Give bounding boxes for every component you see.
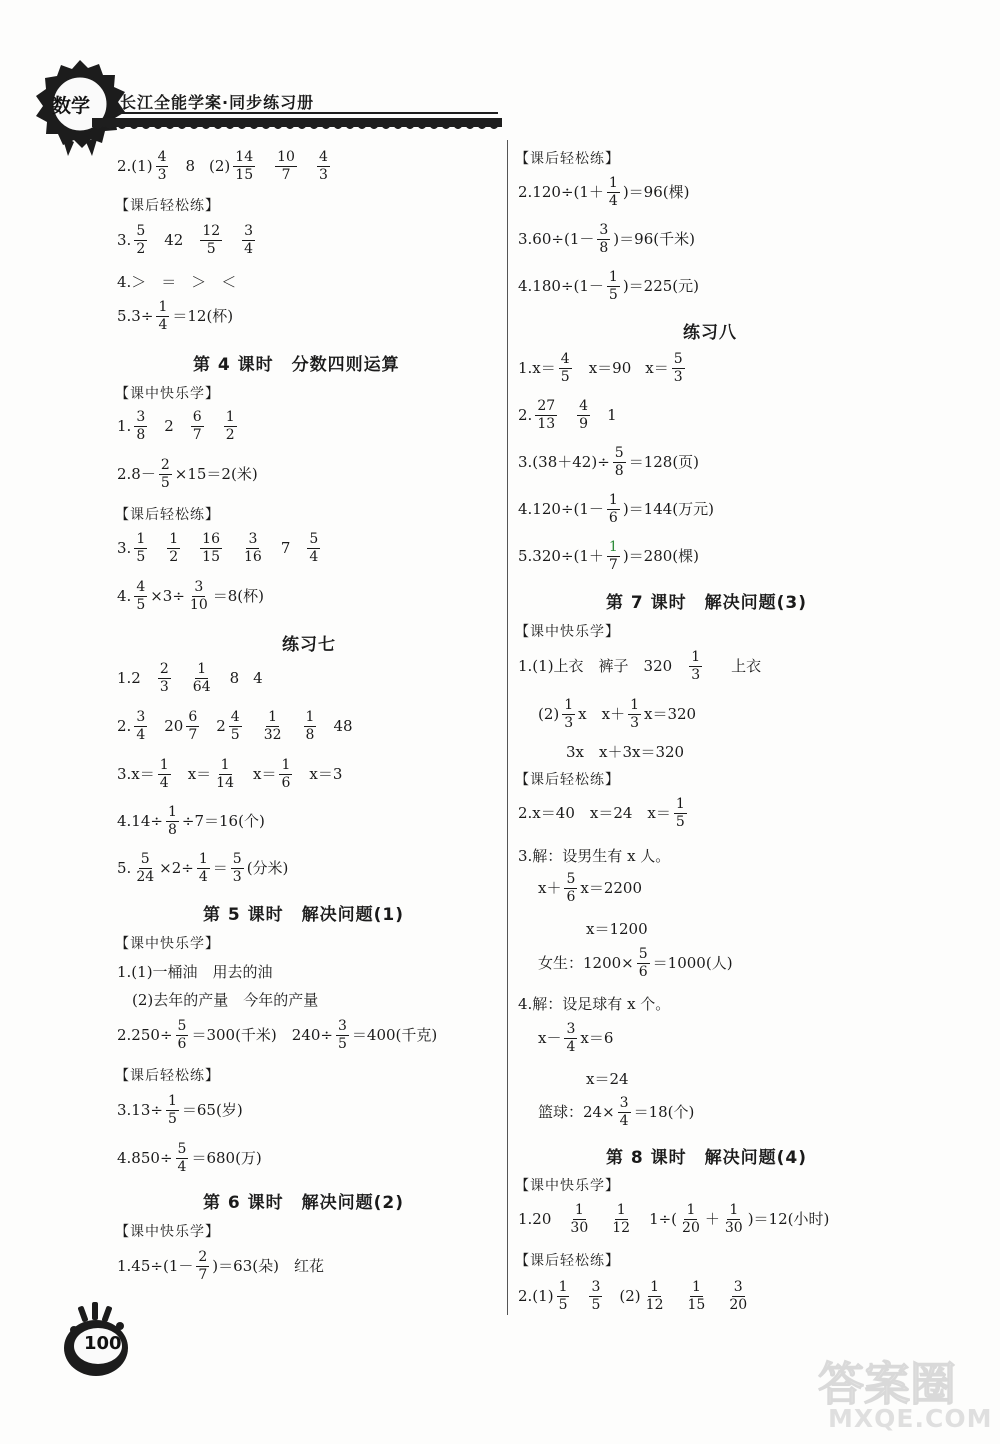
answer-line: 3. $\frac{5}{2}$ 42 $\frac{12}{5}$ $\frac{3}{4}$ — [117, 223, 254, 257]
fraction: $\frac{1}{12}$ — [645, 1279, 664, 1313]
fraction: $\frac{5}{24}$ — [136, 851, 155, 885]
answer-line: 4.180÷(1－ $\frac{1}{5}$ )＝225(元) — [518, 269, 700, 303]
fraction: $\frac{3}{5}$ — [591, 1279, 601, 1313]
fraction: $\frac{1}{2}$ — [225, 409, 235, 443]
fraction: $\frac{5}{6}$ — [638, 946, 648, 980]
fraction: $\frac{3}{4}$ — [136, 709, 146, 743]
fraction: $\frac{1}{2}$ — [169, 531, 179, 565]
answer-line: 5. $\frac{5}{24}$ ×2÷ $\frac{1}{4}$ ＝ $\frac{5}{3}$ (分米) — [117, 851, 289, 885]
answer-line: x－ $\frac{3}{4}$ x＝6 — [538, 1021, 614, 1055]
answer-line: x＝1200 — [586, 920, 648, 938]
fraction: $\frac{1}{5}$ — [558, 1279, 568, 1313]
fraction: $\frac{1}{30}$ — [724, 1202, 743, 1236]
fraction: $\frac{1}{4}$ — [159, 757, 169, 791]
fraction: $\frac{1}{8}$ — [305, 709, 315, 743]
answer-line: 4.解：设足球有 x 个。 — [518, 995, 671, 1013]
section-label: 【课后轻松练】 — [115, 1068, 220, 1084]
section-label: 【课后轻松练】 — [515, 151, 620, 167]
fraction: $\frac{16}{15}$ — [202, 531, 220, 565]
answer-line: 2.120÷(1＋ $\frac{1}{4}$ )＝96(棵) — [518, 175, 690, 209]
fraction: $\frac{5}{6}$ — [566, 871, 576, 905]
fraction: $\frac{4}{5}$ — [560, 351, 570, 385]
fraction: $\frac{5}{2}$ — [136, 223, 146, 257]
answer-line: 篮球：24× $\frac{3}{4}$ ＝18(个) — [538, 1095, 695, 1129]
section-label: 【课后轻松练】 — [515, 772, 620, 788]
answer-line: 3. $\frac{1}{5}$ $\frac{1}{2}$ $\frac{16}{15}$ $\frac{3}{16}$ 7 $\frac{5}{4}$ — [117, 531, 319, 565]
section-label: 【课后轻松练】 — [115, 507, 220, 523]
fraction: $\frac{1}{5}$ — [167, 1093, 177, 1127]
page-number: 100 — [84, 1333, 122, 1354]
section-label: 【课中快乐学】 — [115, 936, 220, 952]
lesson-title: 练习七 — [282, 635, 336, 655]
fraction: $\frac{6}{7}$ — [192, 409, 202, 443]
section-label: 【课中快乐学】 — [115, 386, 220, 402]
fraction: $\frac{1}{4}$ — [608, 175, 618, 209]
answer-line: 1.(1)一桶油 用去的油 — [117, 963, 273, 981]
answer-line: 2. $\frac{3}{4}$ 20 $\frac{6}{7}$ 2 $\frac{4}{5}$ $\frac{1}{32}$ $\frac{1}{8}$ 48 — [117, 709, 353, 743]
lesson-title: 第 6 课时 解决问题(2) — [203, 1193, 405, 1213]
fraction: $\frac{1}{32}$ — [263, 709, 282, 743]
fraction: $\frac{1}{5}$ — [136, 531, 146, 565]
answer-line: 3x x＋3x＝320 — [566, 743, 685, 761]
fraction: $\frac{4}{3}$ — [318, 149, 328, 183]
answer-line: 2. $\frac{27}{13}$ $\frac{4}{9}$ 1 — [518, 398, 617, 432]
fraction: $\frac{1}{8}$ — [167, 804, 177, 838]
watermark-url: MXQE.COM — [828, 1404, 993, 1433]
section-label: 【课后轻松练】 — [515, 1253, 620, 1269]
lesson-title: 第 8 课时 解决问题(4) — [606, 1148, 808, 1168]
fraction: $\frac{27}{13}$ — [537, 398, 556, 432]
header-rule — [118, 112, 498, 114]
answer-line: (2)去年的产量 今年的产量 — [132, 991, 319, 1009]
fraction: $\frac{10}{7}$ — [277, 149, 295, 183]
fraction: $\frac{5}{3}$ — [232, 851, 242, 885]
answer-line: 1.(1)上衣 裤子 320 $\frac{1}{3}$ 上衣 — [518, 649, 762, 683]
answer-line: (2) $\frac{1}{3}$ x x＋ $\frac{1}{3}$ x＝320 — [538, 697, 697, 731]
fraction: $\frac{3}{16}$ — [243, 531, 262, 565]
answer-line: 4.120÷(1－ $\frac{1}{6}$ )＝144(万元) — [518, 492, 715, 526]
fraction: $\frac{4}{3}$ — [157, 149, 167, 183]
answer-line: 4.14÷ $\frac{1}{8}$ ÷7＝16(个) — [117, 804, 265, 838]
fraction: $\frac{5}{3}$ — [673, 351, 683, 385]
answer-line: 女生：1200× $\frac{5}{6}$ ＝1000(人) — [538, 946, 733, 980]
answer-line: 3.(38＋42)÷ $\frac{5}{8}$ ＝128(页) — [518, 445, 700, 479]
fraction: $\frac{2}{5}$ — [160, 457, 170, 491]
answer-line: 2.(1) $\frac{1}{5}$ $\frac{3}{5}$ (2) $\frac{1}{12}$ $\frac{1}{15}$ $\frac{3}{20}$ — [518, 1279, 748, 1313]
answer-line: 1. $\frac{3}{8}$ 2 $\frac{6}{7}$ $\frac{1}{2}$ — [117, 409, 235, 443]
watermark-text: 答案圈 — [818, 1357, 956, 1411]
answer-line: 3.60÷(1－ $\frac{3}{8}$ )＝96(千米) — [518, 222, 695, 256]
fraction: $\frac{4}{9}$ — [579, 398, 589, 432]
fraction: $\frac{1}{64}$ — [192, 661, 211, 695]
answer-line: 2.x＝40 x＝24 x＝ $\frac{1}{5}$ — [518, 796, 685, 830]
section-label: 【课中快乐学】 — [515, 1178, 620, 1194]
fraction: $\frac{5}{4}$ — [177, 1141, 187, 1175]
fraction: $\frac{1}{4}$ — [198, 851, 208, 885]
answer-line: 1.2 $\frac{2}{3}$ $\frac{1}{64}$ 8 4 — [117, 661, 263, 695]
fraction: $\frac{5}{8}$ — [614, 445, 624, 479]
section-label: 【课中快乐学】 — [115, 1224, 220, 1240]
section-label: 【课后轻松练】 — [115, 198, 220, 214]
answer-line: 2.8－ $\frac{2}{5}$ ×15＝2(米) — [117, 457, 258, 491]
fraction: $\frac{12}{5}$ — [202, 223, 221, 257]
fraction: $\frac{1}{5}$ — [675, 796, 685, 830]
answer-line: 3.解：设男生有 x 人。 — [518, 847, 671, 865]
fraction: $\frac{4}{5}$ — [136, 579, 146, 613]
fraction: $\frac{1}{3}$ — [691, 649, 701, 683]
answer-line: x＋ $\frac{5}{6}$ x＝2200 — [538, 871, 643, 905]
fraction: $\frac{3}{10}$ — [189, 579, 208, 613]
lesson-title: 第 4 课时 分数四则运算 — [193, 355, 400, 375]
answer-line: 5.320÷(1＋ $\frac{1}{7}$ )＝280(棵) — [518, 539, 700, 573]
answer-line: 1.45÷(1－ $\frac{2}{7}$ )＝63(朵) 红花 — [117, 1249, 324, 1283]
answer-line: 3.x＝ $\frac{1}{4}$ x＝ $\frac{1}{14}$ x＝ $\frac{1}{6}$ x＝3 — [117, 757, 343, 791]
fraction: $\frac{1}{6}$ — [608, 492, 618, 526]
fraction: $\frac{3}{8}$ — [136, 409, 146, 443]
fraction: $\frac{5}{4}$ — [309, 531, 319, 565]
badge-label: 数学 — [52, 95, 91, 117]
answer-line: 2.250÷ $\frac{5}{6}$ ＝300(千米) 240÷ $\frac{3}{5}$ ＝400(千克) — [117, 1018, 438, 1052]
answer-line: 4.＞ ＝ ＞ ＜ — [117, 273, 237, 291]
answer-line: 3.13÷ $\frac{1}{5}$ ＝65(岁) — [117, 1093, 243, 1127]
section-label: 【课中快乐学】 — [515, 624, 620, 640]
answer-line: x＝24 — [586, 1070, 629, 1088]
answer-line: 1.x＝ $\frac{4}{5}$ x＝90 x＝ $\frac{5}{3}$ — [518, 351, 683, 385]
fraction: $\frac{1}{3}$ — [630, 697, 640, 731]
header-scallop — [92, 124, 504, 134]
fraction: $\frac{1}{15}$ — [687, 1279, 706, 1313]
fraction: $\frac{6}{7}$ — [188, 709, 198, 743]
fraction: $\frac{3}{4}$ — [244, 223, 254, 257]
fraction: $\frac{4}{5}$ — [230, 709, 240, 743]
answer-line: 4.850÷ $\frac{5}{4}$ ＝680(万) — [117, 1141, 262, 1175]
header-title: 长江全能学案·同步练习册 — [120, 93, 315, 112]
fraction: $\frac{14}{15}$ — [235, 149, 254, 183]
fraction: $\frac{1}{20}$ — [682, 1202, 700, 1236]
fraction: $\frac{1}{4}$ — [158, 299, 168, 333]
lesson-title: 练习八 — [683, 323, 737, 343]
fraction: $\frac{1}{14}$ — [216, 757, 234, 791]
page-badge-icon — [52, 1280, 142, 1380]
fraction: $\frac{5}{6}$ — [177, 1018, 187, 1052]
answer-line: 4. $\frac{4}{5}$ ×3÷ $\frac{3}{10}$ ＝8(杯) — [117, 579, 264, 613]
answer-line: 2.(1) $\frac{4}{3}$ 8 (2) $\frac{14}{15}$ $\frac{10}{7}$ $\frac{4}{3}$ — [117, 149, 328, 183]
fraction: $\frac{1}{3}$ — [564, 697, 574, 731]
fraction: $\frac{1}{7}$ — [608, 539, 618, 573]
fraction: $\frac{2}{7}$ — [198, 1249, 208, 1283]
fraction: $\frac{1}{5}$ — [608, 269, 618, 303]
fraction: $\frac{2}{3}$ — [159, 661, 169, 695]
fraction: $\frac{3}{4}$ — [619, 1095, 629, 1129]
fraction: $\frac{3}{5}$ — [337, 1018, 347, 1052]
lesson-title: 第 5 课时 解决问题(1) — [203, 905, 405, 925]
fraction: $\frac{1}{6}$ — [281, 757, 291, 791]
answer-line: 1.20 $\frac{1}{30}$ $\frac{1}{12}$ 1÷( $\frac{1}{20}$ ＋ $\frac{1}{30}$ )＝12(小时) — [518, 1202, 830, 1236]
fraction: $\frac{1}{30}$ — [570, 1202, 589, 1236]
fraction: $\frac{3}{4}$ — [566, 1021, 576, 1055]
lesson-title: 第 7 课时 解决问题(3) — [606, 593, 808, 613]
fraction: $\frac{1}{12}$ — [612, 1202, 631, 1236]
column-divider — [507, 140, 508, 1315]
fraction: $\frac{3}{20}$ — [729, 1279, 748, 1313]
answer-line: 5.3÷ $\frac{1}{4}$ ＝12(杯) — [117, 299, 234, 333]
fraction: $\frac{3}{8}$ — [599, 222, 609, 256]
